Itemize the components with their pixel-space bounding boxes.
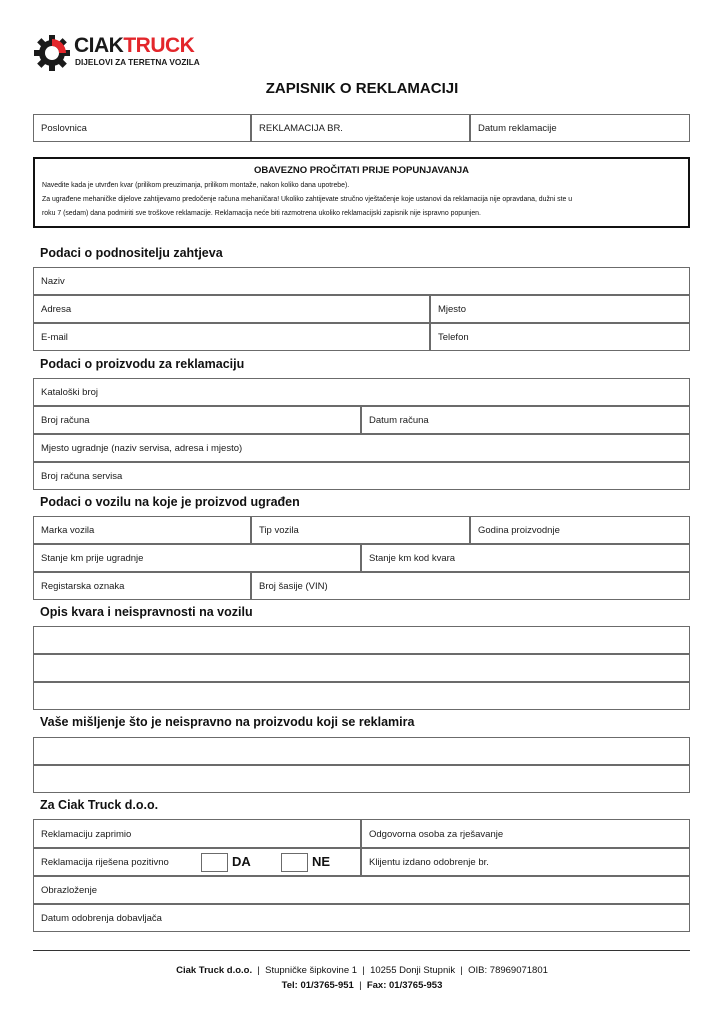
label-marka-vozila: Marka vozila <box>41 525 95 536</box>
label-reklamaciju-zaprimio: Reklamaciju zaprimio <box>41 829 132 840</box>
notice-line-1: Navedite kada je utvrđen kvar (prilikom preuzimanja, prilikom montaže, nakon koliko dana upotrebe). <box>42 182 350 189</box>
label-broj-racuna-servisa: Broj računa servisa <box>41 471 123 482</box>
field-broj-racuna-servisa[interactable] <box>33 462 690 490</box>
misljenje-line-2[interactable] <box>33 765 690 793</box>
label-da: DA <box>232 854 251 869</box>
label-odgovorna-osoba: Odgovorna osoba za rješavanje <box>369 829 504 840</box>
label-registarska-oznaka: Registarska oznaka <box>41 581 125 592</box>
opis-line-1[interactable] <box>33 626 690 654</box>
label-godina-proizvodnje: Godina proizvodnje <box>478 525 560 536</box>
gear-icon <box>34 35 70 71</box>
section-title-vozilo: Podaci o vozilu na koje je proizvod ugrađen <box>40 495 300 509</box>
misljenje-line-1[interactable] <box>33 737 690 765</box>
field-telefon[interactable] <box>430 323 690 351</box>
label-reklamacija-br: REKLAMACIJA BR. <box>259 123 343 134</box>
label-obrazlozenje: Obrazloženje <box>41 885 97 896</box>
field-obrazlozenje[interactable] <box>33 876 690 904</box>
company-logo <box>34 34 214 74</box>
footer-street: Stupničke šipkovine 1 <box>265 965 358 976</box>
section-title-opis: Opis kvara i neispravnosti na vozilu <box>40 605 253 619</box>
label-email: E-mail <box>41 332 68 343</box>
footer-sep: | <box>359 980 362 991</box>
checkbox-ne[interactable] <box>281 853 308 872</box>
label-odobrenje-br: Klijentu izdano odobrenje br. <box>369 857 489 868</box>
footer-fax: Fax: 01/3765-953 <box>366 980 443 991</box>
label-tip-vozila: Tip vozila <box>259 525 299 536</box>
label-naziv: Naziv <box>41 276 65 287</box>
label-km-prije-ugradnje: Stanje km prije ugradnje <box>41 553 144 564</box>
label-rijesena-pozitivno: Reklamacija riješena pozitivno <box>41 857 169 868</box>
footer-oib: OIB: 78969071801 <box>468 965 548 976</box>
label-datum-racuna: Datum računa <box>369 415 429 426</box>
opis-line-3[interactable] <box>33 682 690 710</box>
notice-heading: OBAVEZNO PROČITATI PRIJE POPUNJAVANJA <box>253 165 469 176</box>
label-ne: NE <box>312 854 331 869</box>
label-km-kod-kvara: Stanje km kod kvara <box>369 553 456 564</box>
logo-brand-part2: TRUCK <box>123 34 195 57</box>
label-broj-sasije: Broj šasije (VIN) <box>259 581 328 592</box>
field-naziv[interactable] <box>33 267 690 295</box>
footer-sep: | <box>460 965 463 976</box>
footer-sep: | <box>257 965 260 976</box>
footer-city: 10255 Donji Stupnik <box>370 965 456 976</box>
label-broj-racuna: Broj računa <box>41 415 90 426</box>
label-datum-reklamacije: Datum reklamacije <box>478 123 557 134</box>
label-datum-odobrenja: Datum odobrenja dobavljača <box>41 913 162 924</box>
section-title-proizvod: Podaci o proizvodu za reklamaciju <box>40 357 245 371</box>
footer-tel: Tel: 01/3765-951 <box>281 980 354 991</box>
section-title-ciak: Za Ciak Truck d.o.o. <box>40 798 159 812</box>
footer-sep: | <box>362 965 365 976</box>
field-kataloski-broj[interactable] <box>33 378 690 406</box>
label-mjesto: Mjesto <box>438 304 466 315</box>
label-adresa: Adresa <box>41 304 72 315</box>
label-kataloski-broj: Kataloški broj <box>41 387 99 398</box>
field-email[interactable] <box>33 323 430 351</box>
footer-divider <box>33 950 690 951</box>
notice-line-2: Za ugrađene mehaničke dijelove zahtijevamo predočenje računa mehaničara! Ukoliko zahtijevate stručno vještačenje koje ustanovi da reklamacija nije opravdana, dužni ste u <box>42 196 573 203</box>
field-adresa[interactable] <box>33 295 430 323</box>
footer-company: Ciak Truck d.o.o. <box>176 965 253 976</box>
footer-contact-line <box>0 980 724 991</box>
section-title-misljenje: Vaše mišljenje što je neispravno na proizvodu koji se reklamira <box>40 715 415 729</box>
notice-line-3: roku 7 (sedam) dana podmiriti sve troškove reklamacije. Reklamacija neće biti razmotrena ukoliko reklamacijski zapisnik nije ispravno popunjen. <box>42 210 481 217</box>
label-poslovnica: Poslovnica <box>41 123 87 134</box>
label-telefon: Telefon <box>438 332 469 343</box>
footer-address-line <box>0 965 724 976</box>
opis-line-2[interactable] <box>33 654 690 682</box>
logo-brand-part1: CIAK <box>74 34 124 57</box>
checkbox-da[interactable] <box>201 853 228 872</box>
field-mjesto[interactable] <box>430 295 690 323</box>
page-title: ZAPISNIK O REKLAMACIJI <box>265 80 459 97</box>
logo-tagline: DIJELOVI ZA TERETNA VOZILA <box>75 57 200 67</box>
label-mjesto-ugradnje: Mjesto ugradnje (naziv servisa, adresa i mjesto) <box>41 443 243 454</box>
section-title-podnositelj: Podaci o podnositelju zahtjeva <box>40 246 223 260</box>
